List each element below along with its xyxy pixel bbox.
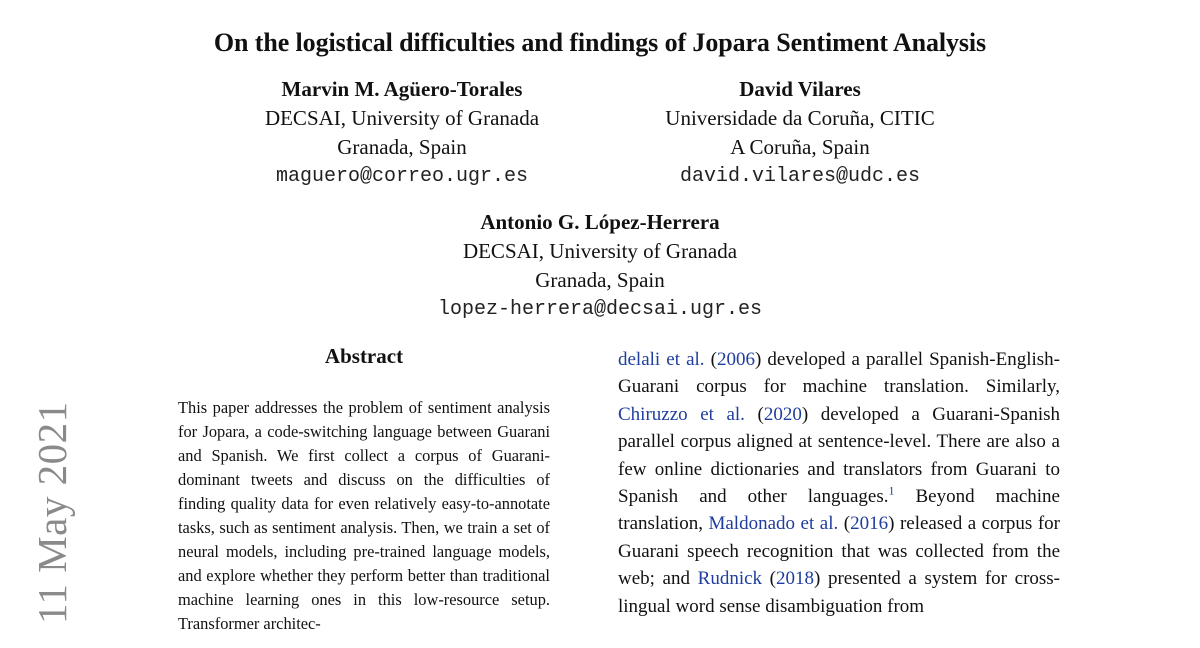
citation-year-link[interactable]: 2020 bbox=[763, 403, 802, 425]
body-text: ) developed a Guarani-Spanish parallel corpus aligned at sentence-level. There are also a few online dictionaries and translators from Guarani to Spanish and other languages. bbox=[618, 403, 1060, 508]
author-email[interactable]: david.vilares@udc.es bbox=[679, 165, 921, 188]
citation-link[interactable]: delali et al. bbox=[618, 349, 705, 370]
author-affiliation: DECSAI, University of Granada bbox=[462, 239, 738, 263]
author-name: David Vilares bbox=[739, 77, 861, 101]
footnote-marker[interactable]: 1 bbox=[888, 483, 895, 498]
paper-title: On the logistical difficulties and findings of Jopara Sentiment Analysis bbox=[213, 28, 987, 57]
arxiv-date-stamp: 11 May 2021 bbox=[29, 401, 75, 624]
author-block-2 bbox=[620, 75, 980, 191]
abstract-text: This paper addresses the problem of sentiment analysis for Jopara, a code-switching language between Guarani and Spanish. We first collect a corpus of Guarani-dominant tweets and discuss on the difficulties of finding quality data for even relatively easy-to-annotate tasks, such as sentiment analysis. Then, we train a set of neural models, including pre-trained language models, and explore whether they perform better than traditional machine learning ones in this low-resource setup. Transformer architec- bbox=[178, 398, 550, 633]
citation-link[interactable]: Chiruzzo et al. bbox=[618, 403, 745, 425]
author-affiliation: Universidade da Coruña, CITIC bbox=[665, 106, 935, 130]
author-name: Marvin M. Agüero-Torales bbox=[281, 77, 523, 101]
author-block-3 bbox=[350, 208, 850, 324]
author-name: Antonio G. López-Herrera bbox=[480, 210, 720, 234]
author-email[interactable]: lopez-herrera@decsai.ugr.es bbox=[437, 298, 763, 321]
author-location: Granada, Spain bbox=[337, 135, 467, 159]
author-location: Granada, Spain bbox=[535, 268, 665, 292]
author-email[interactable]: maguero@correo.ugr.es bbox=[275, 165, 529, 188]
abstract-heading: Abstract bbox=[324, 344, 404, 368]
author-affiliation: DECSAI, University of Granada bbox=[264, 106, 540, 130]
body-text: ) developed a parallel Spanish-English-Guarani corpus for machine translation. Similarly, bbox=[618, 349, 1060, 398]
citation-year-link[interactable]: 2018 bbox=[776, 568, 814, 590]
author-block-1 bbox=[222, 75, 582, 191]
citation-link[interactable]: Rudnick bbox=[697, 568, 763, 590]
body-text: ) presented a system for cross-lingual word sense disambiguation from bbox=[618, 568, 1061, 617]
citation-year-link[interactable]: 2006 bbox=[716, 349, 755, 370]
author-location: A Coruña, Spain bbox=[730, 135, 870, 159]
citation-year-link[interactable]: 2016 bbox=[850, 513, 889, 535]
body-text: ) released a corpus for Guarani speech recognition that was collected from the web; and bbox=[618, 513, 1061, 590]
body-paragraph: delali et al. (2006) developed a parallel Spanish-English-Guarani corpus for machine translation. Similarly, Chiruzzo et al. (2020) developed a Guarani-Spanish parallel corpus aligned at sentence-level. There are also a few online dictionaries and translators from Guarani to Spanish and other languages.$^1$ Beyond machine translation, Maldonado et al. (2016) released a corpus for Guarani speech recognition that was collected from the web; and Rudnick (2018) presented a system for cross-lingual word sense disambiguation from bbox=[618, 349, 1061, 617]
body-text: Beyond machine translation, bbox=[618, 486, 1060, 535]
citation-link[interactable]: Maldonado et al. bbox=[708, 513, 839, 535]
